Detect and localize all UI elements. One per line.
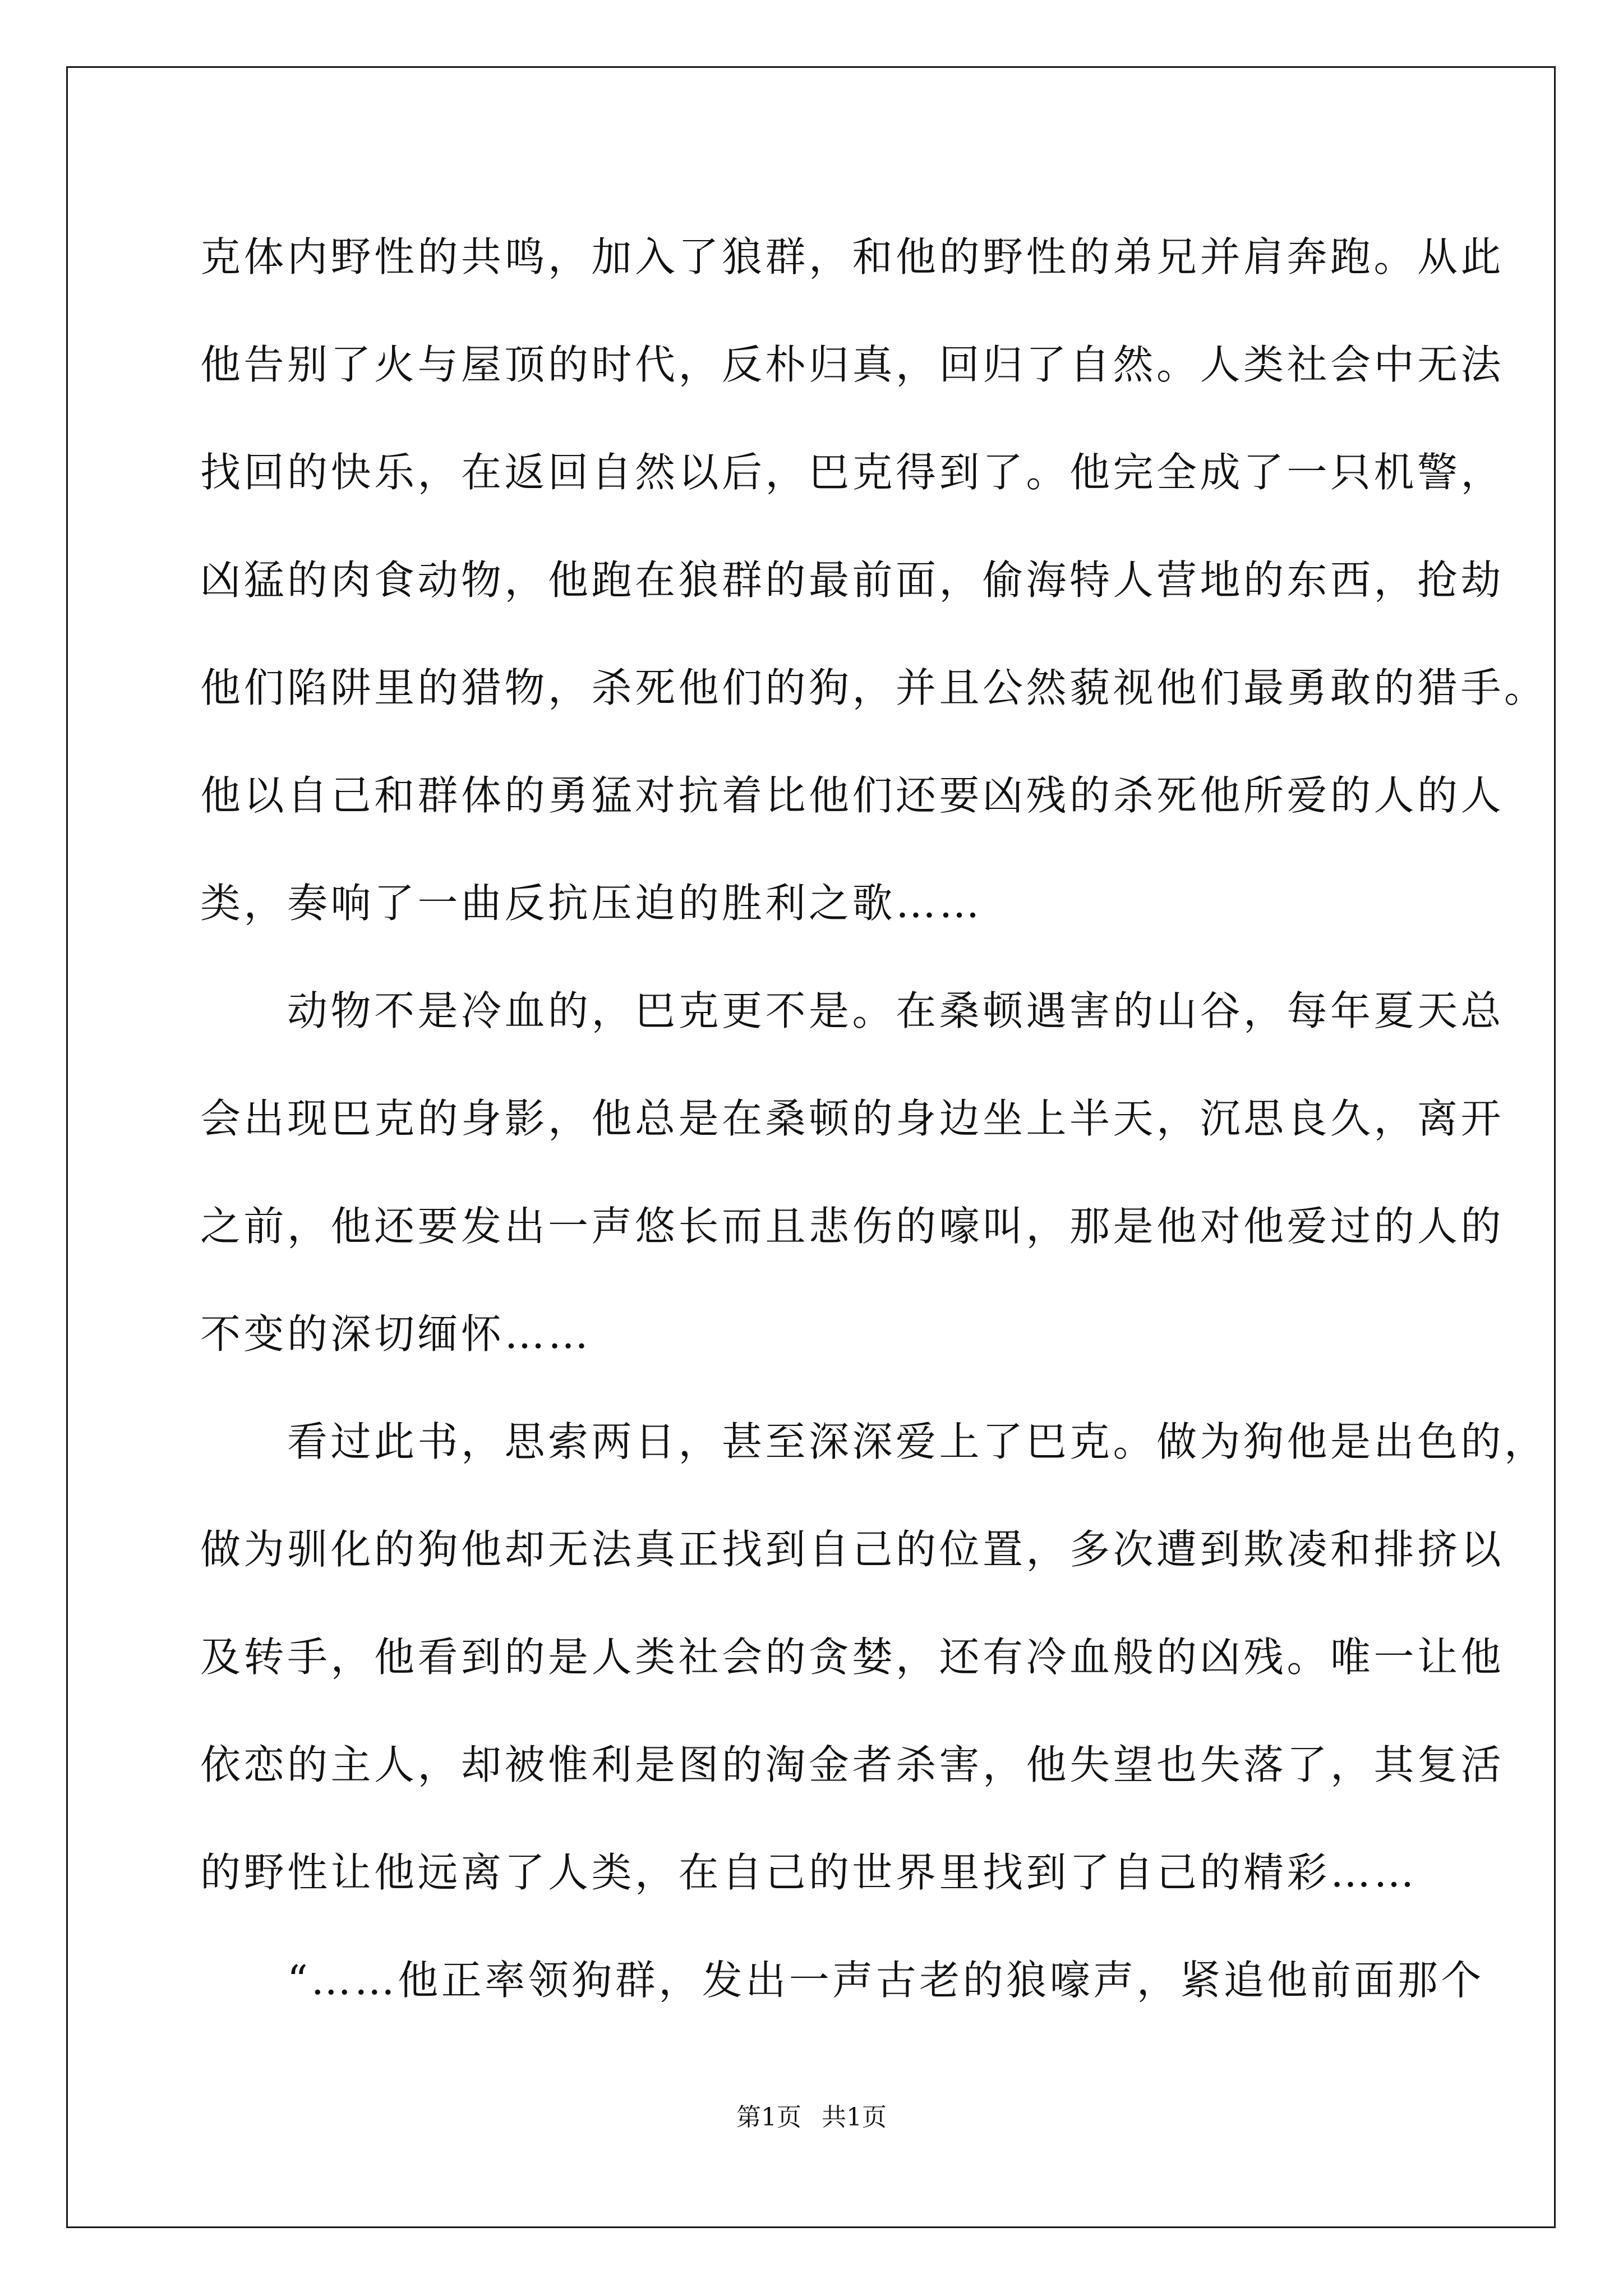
text-line: 凶猛的肉食动物，他跑在狼群的最前面，偷海特人营地的东西，抢劫 xyxy=(200,556,1505,604)
text-line: 做为驯化的狗他却无法真正找到自己的位置，多次遭到欺凌和排挤以 xyxy=(200,1526,1505,1573)
text-line: 依恋的主人，却被惟利是图的淘金者杀害，他失望也失落了，其复活 xyxy=(200,1741,1505,1788)
text-line: 动物不是冷血的，巴克更不是。在桑顿遇害的山谷，每年夏天总 xyxy=(200,987,1505,1034)
text-line: 会出现巴克的身影，他总是在桑顿的身边坐上半天，沉思良久，离开 xyxy=(200,1095,1505,1142)
text-line: 及转手，他看到的是人类社会的贪婪，还有冷血般的凶残。唯一让他 xyxy=(200,1634,1505,1681)
page-total: 共1页 xyxy=(822,2103,887,2132)
text-line: 类，奏响了一曲反抗压迫的胜利之歌…… xyxy=(200,880,983,927)
text-line: “……他正率领狗群，发出一声古老的狼嚎声，紧追他前面那个 xyxy=(200,1957,1484,2004)
text-line: 看过此书，思索两日，甚至深深爱上了巴克。做为狗他是出色的， xyxy=(200,1418,1548,1465)
text-line: 他以自己和群体的勇猛对抗着比他们还要凶残的杀死他所爱的人的人 xyxy=(200,772,1505,819)
text-line: 不变的深切缅怀…… xyxy=(200,1310,592,1358)
text-line: 他们陷阱里的猎物，杀死他们的狗，并且公然藐视他们最勇敢的猎手。 xyxy=(200,664,1548,711)
page-footer xyxy=(0,2101,1623,2134)
text-line: 他告别了火与屋顶的时代，反朴归真，回归了自然。人类社会中无法 xyxy=(200,341,1505,388)
text-line: 的野性让他远离了人类，在自己的世界里找到了自己的精彩…… xyxy=(200,1849,1418,1896)
text-line: 找回的快乐，在返回自然以后，巴克得到了。他完全成了一只机警， xyxy=(200,449,1505,496)
page-number: 第1页 xyxy=(736,2103,801,2132)
text-line: 克体内野性的共鸣，加入了狼群，和他的野性的弟兄并肩奔跑。从此 xyxy=(200,233,1505,280)
text-line: 之前，他还要发出一声悠长而且悲伤的嚎叫，那是他对他爱过的人的 xyxy=(200,1203,1505,1250)
